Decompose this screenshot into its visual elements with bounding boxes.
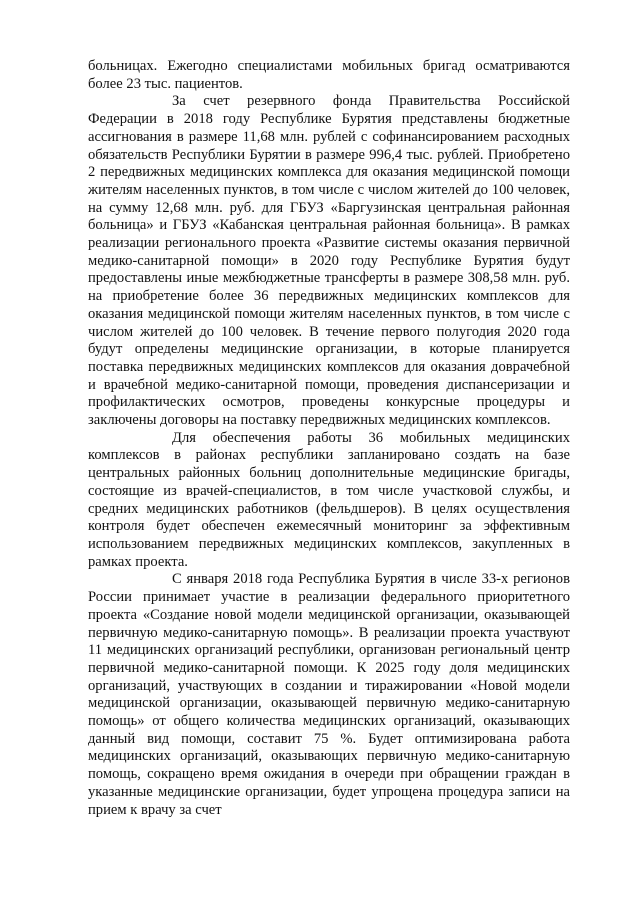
paragraph-reserve-fund: За счет резервного фонда Правительства Российской Федерации в 2018 году Республике Бурятия представлены бюджетные ассигнования в размере 11,68 млн. рублей с софинансированием расходных обязательств Республики Бурятии в размере 996,4 тыс. рублей. Приобретено 2 передвижных медицинских комплекса для оказания медицинской помощи жителям населенных пунктов, в том числе с числом жителей до 100 человек, на сумму 12,68 млн. руб. для ГБУЗ «Баргузинская центральная районная больница» и ГБУЗ «Кабанская центральная районная больница». В рамках реализации регионального проекта «Развитие системы оказания первичной медико-санитарной помощи» в 2020 году Республике Бурятия будут предоставлены иные межбюджетные трансферты в размере 308,58 млн. руб. на приобретение более 36 передвижных медицинских комплексов для оказания медицинской помощи жителям населенных пунктов, в том числе с числом жителей до 100 человек. В течение первого полугодия 2020 года будут определены медицинские организации, в которые планируется поставка передвижных медицинских комплексов для оказания доврачебной и врачебной медико-санитарной помощи, проведения диспансеризации и профилактических осмотров, проведены конкурсные процедуры и заключены договоры на поставку передвижных медицинских комплексов. [88, 93, 570, 429]
document-page [88, 58, 570, 819]
paragraph-mobile-teams: Для обеспечения работы 36 мобильных медицинских комплексов в районах республики запланировано создать на базе центральных районных больниц дополнительные медицинские бригады, состоящие из врачей-специалистов, в том числе участковой службы, и средних медицинских работников (фельдшеров). В целях осуществления контроля будет обеспечен ежемесячный мониторинг за эффективным использованием передвижных медицинских комплексов, закупленных в рамках проекта. [88, 429, 570, 570]
paragraph-new-model: С января 2018 года Республика Бурятия в числе 33-х регионов России принимает участие в реализации федерального приоритетного проекта «Создание новой модели медицинской организации, оказывающей первичную медико-санитарную помощь». В реализации проекта участвуют 11 медицинских организаций республики, организован региональный центр первичной медико-санитарной помощи. К 2025 году доля медицинских организаций, участвующих в создании и тиражировании «Новой модели медицинской организации, оказывающей первичную медико-санитарную помощь» от общего количества медицинских организаций, оказывающих данный вид помощи, составит 75 %. Будет оптимизирована работа медицинских организаций, оказывающих первичную медико-санитарную помощь, сокращено время ожидания в очереди при обращении граждан в указанные медицинские организации, будет упрощена процедура записи на прием к врачу за счет [88, 571, 570, 818]
paragraph-continuation: больницах. Ежегодно специалистами мобильных бригад осматриваются более 23 тыс. пациентов. [88, 58, 570, 92]
